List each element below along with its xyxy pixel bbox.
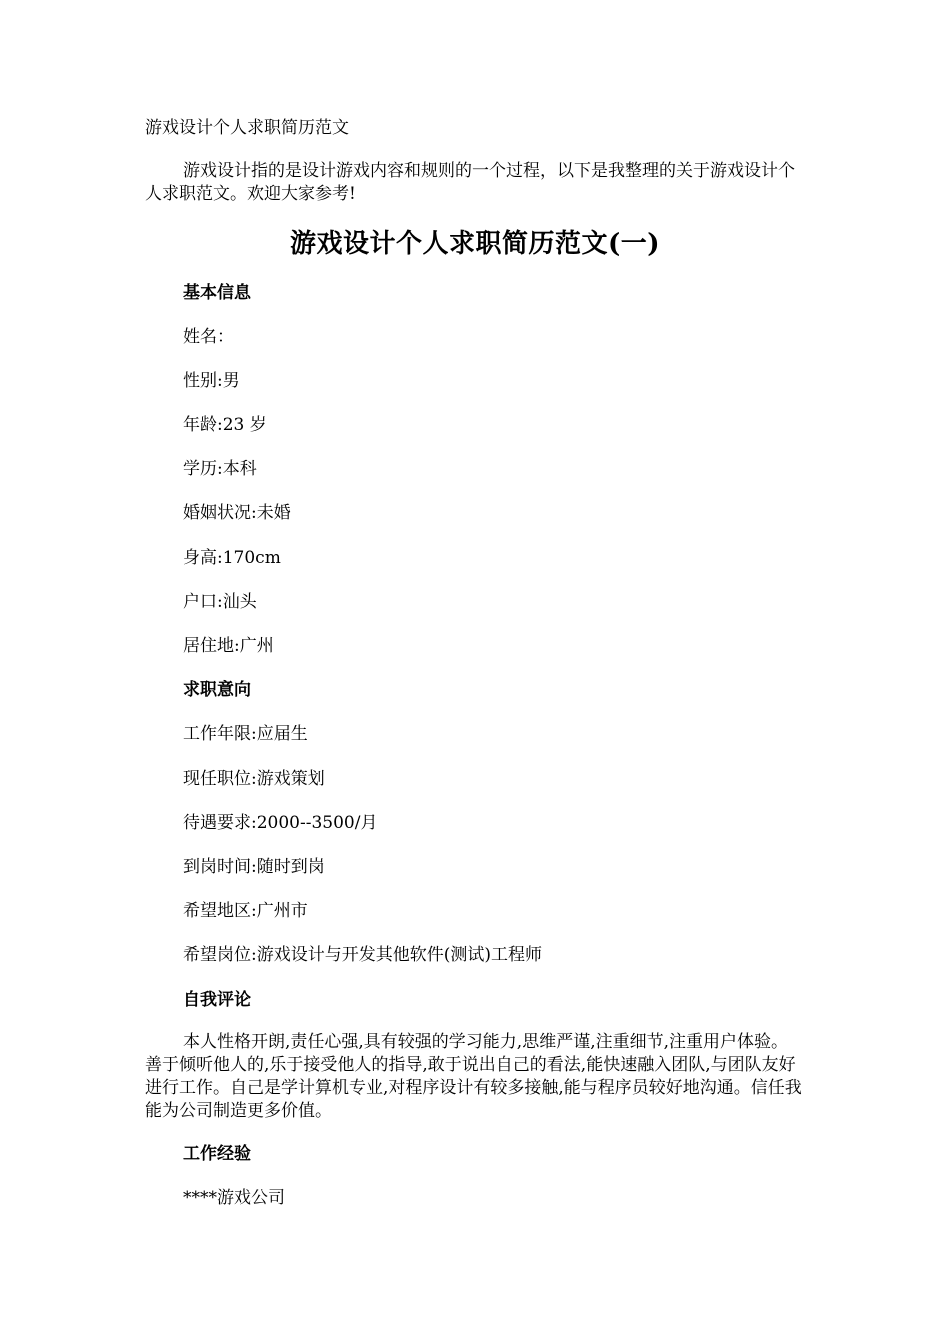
basic-info-item-name: 姓名：: [183, 327, 234, 347]
section-heading-work-experience: 工作经验: [183, 1144, 251, 1164]
basic-info-item-gender: 性别:男: [183, 371, 240, 391]
job-intention-item-position: 现任职位:游戏策划: [183, 769, 325, 789]
section-heading-basic-info: 基本信息: [183, 283, 251, 303]
work-experience-item-company: ****游戏公司: [183, 1188, 285, 1208]
job-intention-item-region: 希望地区:广州市: [183, 901, 308, 921]
document-title: 游戏设计个人求职简历范文: [145, 118, 349, 138]
basic-info-item-marital: 婚姻状况:未婚: [183, 503, 291, 523]
job-intention-item-start-time: 到岗时间:随时到岗: [183, 857, 325, 877]
self-evaluation-paragraph: 本人性格开朗,责任心强,具有较强的学习能力,思维严谨,注重细节,注重用户体验。善于倾听他人的,乐于接受他人的指导,敢于说出自己的看法,能快速融入团队,与团队友好进行工作。自己是学计算机专业,对程序设计有较多接触,能与程序员较好地沟通。信任我能为公司制造更多价值。: [145, 1032, 802, 1121]
basic-info-item-age: 年龄:23 岁: [183, 415, 267, 435]
basic-info-item-education: 学历:本科: [183, 459, 257, 479]
basic-info-item-hukou: 户口:汕头: [183, 592, 257, 612]
intro-paragraph: 游戏设计指的是设计游戏内容和规则的一个过程，以下是我整理的关于游戏设计个人求职范文。欢迎大家参考!: [145, 161, 795, 204]
job-intention-item-salary: 待遇要求:2000--3500/月: [183, 813, 378, 833]
job-intention-item-desired-post: 希望岗位:游戏设计与开发其他软件(测试)工程师: [183, 945, 542, 965]
basic-info-item-residence: 居住地:广州: [183, 636, 274, 656]
section-heading-self-evaluation: 自我评论: [183, 990, 251, 1010]
basic-info-item-height: 身高:170cm: [183, 548, 281, 568]
section-heading-job-intention: 求职意向: [183, 680, 251, 700]
job-intention-item-years: 工作年限:应届生: [183, 724, 308, 744]
main-heading: 游戏设计个人求职简历范文(一): [289, 229, 661, 259]
